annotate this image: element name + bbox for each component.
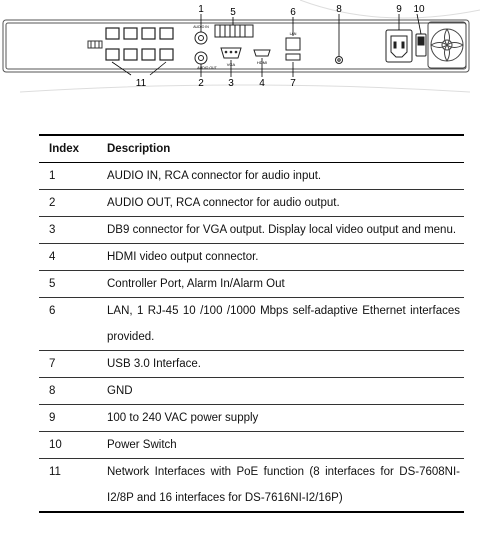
row-index: 3: [39, 217, 97, 244]
audio-in-label: AUDIO IN: [193, 25, 209, 29]
audio-out-label: AUDIO OUT: [197, 66, 217, 70]
table-row: [39, 217, 464, 244]
row-description: Controller Port, Alarm In/Alarm Out: [97, 271, 464, 298]
power-socket-icon: [386, 30, 412, 62]
vga-label: VGA: [226, 62, 236, 67]
table-row: [39, 163, 464, 190]
callout-7: 7: [290, 78, 296, 89]
table-row: [39, 432, 464, 459]
row-index: 5: [39, 271, 97, 298]
row-index: 2: [39, 190, 97, 217]
row-description: AUDIO OUT, RCA connector for audio output.: [97, 190, 464, 217]
row-description: LAN, 1 RJ-45 10 /100 /1000 Mbps self-adaptive Ethernet interfaces provided.: [97, 298, 464, 351]
row-index: 10: [39, 432, 97, 459]
header-description: Description: [97, 135, 464, 163]
header-index: Index: [39, 135, 97, 163]
table-row: [39, 298, 464, 351]
audio-in-connector-icon: [195, 32, 207, 44]
audio-out-connector-icon: [195, 52, 207, 64]
row-index: 6: [39, 298, 97, 351]
fan-icon: [428, 22, 466, 68]
row-index: 9: [39, 405, 97, 432]
table-row: [39, 244, 464, 271]
callout-8: 8: [336, 4, 342, 15]
callout-3: 3: [228, 78, 234, 89]
callout-10: 10: [413, 4, 425, 15]
rear-panel-diagram: [0, 0, 480, 108]
vga-connector-icon: [221, 48, 241, 58]
callout-numbers: [136, 4, 425, 89]
table-row: [39, 190, 464, 217]
lan-label: LAN: [289, 32, 297, 36]
row-index: 11: [39, 459, 97, 513]
row-index: 1: [39, 163, 97, 190]
side-connector-icon: [88, 41, 102, 48]
power-switch-icon: [416, 34, 426, 56]
row-description: GND: [97, 378, 464, 405]
row-description: Power Switch: [97, 432, 464, 459]
hdmi-label: HDMI: [256, 60, 268, 65]
row-index: 7: [39, 351, 97, 378]
terminal-block-icon: [215, 25, 253, 37]
lan-port-icon: [286, 38, 300, 50]
row-description: Network Interfaces with PoE function (8 interfaces for DS-7608NI-I2/8P and 16 interfaces for DS-7616NI-I2/16P): [97, 459, 464, 513]
row-description: HDMI video output connector.: [97, 244, 464, 271]
ground-screw-icon: [336, 57, 343, 64]
callout-6: 6: [290, 7, 296, 18]
row-description: AUDIO IN, RCA connector for audio input.: [97, 163, 464, 190]
table-row: [39, 271, 464, 298]
table-row: [39, 378, 464, 405]
callout-11: 11: [135, 78, 147, 89]
interface-description-table: [39, 134, 464, 513]
hdmi-connector-icon: [254, 50, 270, 56]
row-description: USB 3.0 Interface.: [97, 351, 464, 378]
callout-4: 4: [259, 78, 265, 89]
row-description: DB9 connector for VGA output. Display local video output and menu.: [97, 217, 464, 244]
chassis-outline: [3, 0, 480, 92]
poe-network-ports: [106, 28, 173, 60]
callout-2: 2: [198, 78, 204, 89]
table-header-row: [39, 135, 464, 163]
table-row: [39, 351, 464, 378]
table-row: [39, 459, 464, 513]
table-row: [39, 405, 464, 432]
callout-5: 5: [230, 7, 236, 18]
row-description: 100 to 240 VAC power supply: [97, 405, 464, 432]
callout-9: 9: [396, 4, 402, 15]
usb-port-icon: [286, 54, 300, 60]
row-index: 4: [39, 244, 97, 271]
row-index: 8: [39, 378, 97, 405]
callout-1: 1: [198, 4, 204, 15]
